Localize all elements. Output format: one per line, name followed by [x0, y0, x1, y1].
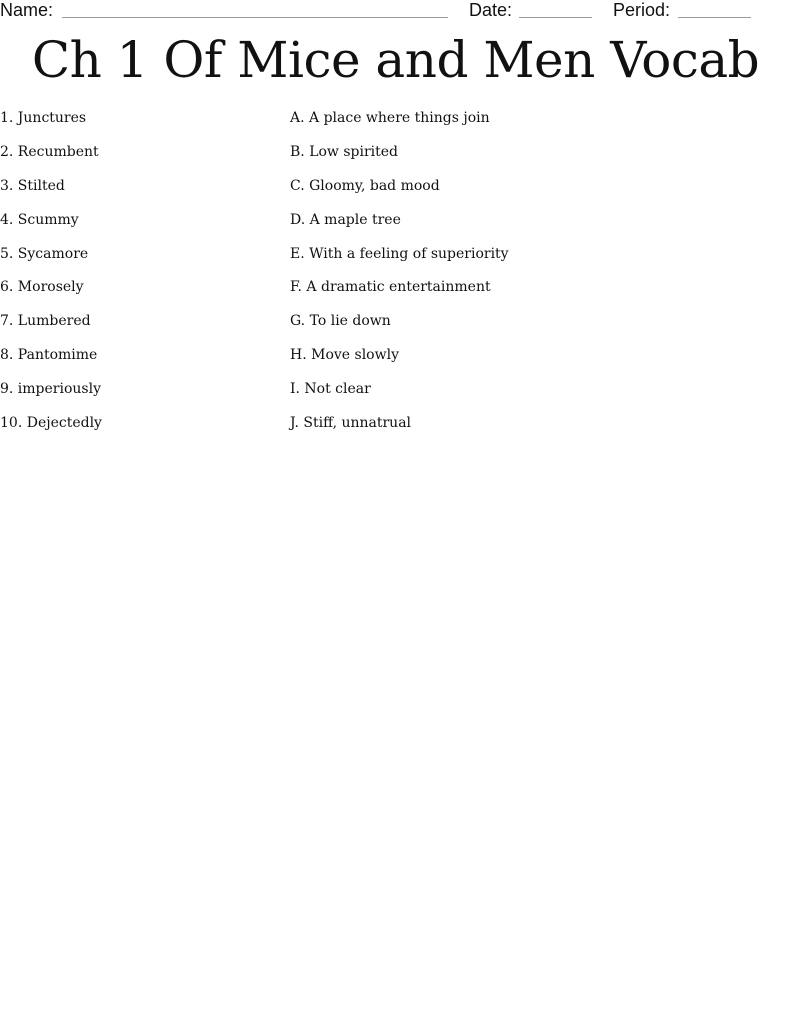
definition-item: C. Gloomy, bad mood — [290, 177, 440, 194]
definition-item: J. Stiff, unnatrual — [290, 415, 412, 432]
period-blank-line — [678, 17, 751, 18]
term-item: 7. Lumbered — [0, 313, 91, 330]
worksheet-header — [0, 0, 791, 24]
term-item: 1. Junctures — [0, 110, 87, 126]
terms-list — [0, 108, 102, 447]
period-label: Period: — [613, 0, 671, 20]
term-item: 8. Pantomime — [0, 347, 98, 364]
definition-item: I. Not clear — [290, 381, 371, 398]
name-label: Name: — [0, 0, 54, 20]
definition-item: H. Move slowly — [290, 347, 399, 364]
term-item: 2. Recumbent — [0, 143, 99, 160]
page-title: Ch 1 Of Mice and Men Vocab — [31, 31, 760, 89]
name-blank-line — [62, 17, 448, 18]
term-item: 9. imperiously — [0, 381, 101, 398]
term-item: 10. Dejectedly — [0, 415, 102, 432]
definition-item: D. A maple tree — [290, 211, 401, 228]
definition-item: E. With a feeling of superiority — [290, 245, 509, 262]
date-blank-line — [519, 17, 592, 18]
term-item: 5. Sycamore — [0, 245, 89, 262]
definition-item: G. To lie down — [290, 313, 391, 330]
term-item: 3. Stilted — [0, 177, 65, 194]
definition-item: B. Low spirited — [290, 143, 399, 160]
term-item: 6. Morosely — [0, 279, 84, 296]
definitions-list — [290, 108, 509, 447]
definition-item: A. A place where things join — [290, 110, 490, 126]
term-item: 4. Scummy — [0, 211, 79, 228]
date-label: Date: — [469, 0, 513, 20]
definition-item: F. A dramatic entertainment — [290, 279, 491, 296]
